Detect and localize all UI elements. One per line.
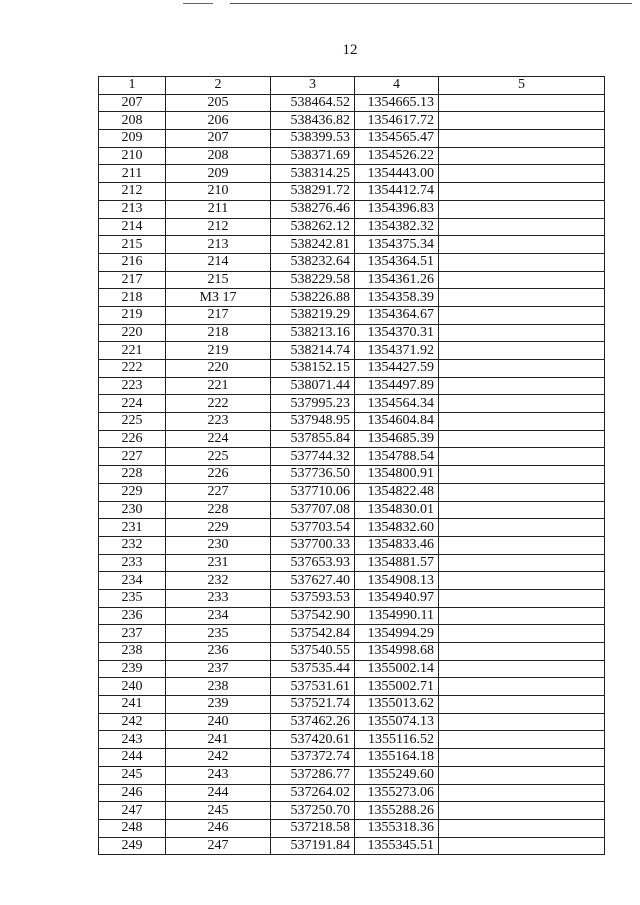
cell-coordinate-x: 537420.61 xyxy=(271,731,355,749)
cell-coordinate-y: 1355249.60 xyxy=(355,766,439,784)
table-row xyxy=(99,130,605,148)
cell-source-point: 245 xyxy=(166,802,271,820)
table-row xyxy=(99,572,605,590)
cell-source-point: 231 xyxy=(166,554,271,572)
cell-point-number: 213 xyxy=(99,200,166,218)
cell-coordinate-y: 1354361.26 xyxy=(355,271,439,289)
cell-source-point: 209 xyxy=(166,165,271,183)
cell-source-point: 227 xyxy=(166,483,271,501)
cell-source-point: 223 xyxy=(166,413,271,431)
cell-source-point: 236 xyxy=(166,643,271,661)
cell-point-number: 212 xyxy=(99,183,166,201)
cell-coordinate-y: 1354990.11 xyxy=(355,607,439,625)
cell-coordinate-x: 537264.02 xyxy=(271,784,355,802)
cell-point-number: 232 xyxy=(99,536,166,554)
cell-point-number: 236 xyxy=(99,607,166,625)
cell-coordinate-y: 1354526.22 xyxy=(355,147,439,165)
cell-point-number: 209 xyxy=(99,130,166,148)
cell-note xyxy=(439,589,605,607)
cell-point-number: 241 xyxy=(99,696,166,714)
page-number: 12 xyxy=(342,42,358,58)
cell-coordinate-x: 537593.53 xyxy=(271,589,355,607)
table-row xyxy=(99,766,605,784)
cell-source-point: 226 xyxy=(166,466,271,484)
table-row xyxy=(99,536,605,554)
cell-point-number: 229 xyxy=(99,483,166,501)
cell-coordinate-y: 1355013.62 xyxy=(355,696,439,714)
cell-coordinate-x: 538152.15 xyxy=(271,360,355,378)
cell-point-number: 218 xyxy=(99,289,166,307)
cell-point-number: 249 xyxy=(99,837,166,855)
cell-coordinate-x: 537736.50 xyxy=(271,466,355,484)
table-row xyxy=(99,165,605,183)
cell-source-point: 244 xyxy=(166,784,271,802)
cell-coordinate-x: 537286.77 xyxy=(271,766,355,784)
table-row xyxy=(99,324,605,342)
table-row xyxy=(99,837,605,855)
cell-note xyxy=(439,342,605,360)
cell-source-point: 211 xyxy=(166,200,271,218)
cell-note xyxy=(439,360,605,378)
cell-note xyxy=(439,519,605,537)
cell-coordinate-x: 537707.08 xyxy=(271,501,355,519)
table-row xyxy=(99,678,605,696)
cell-source-point: 243 xyxy=(166,766,271,784)
table-row xyxy=(99,430,605,448)
cell-coordinate-y: 1355164.18 xyxy=(355,749,439,767)
cell-coordinate-y: 1354396.83 xyxy=(355,200,439,218)
cell-point-number: 210 xyxy=(99,147,166,165)
column-header-2: 2 xyxy=(166,77,271,95)
cell-note xyxy=(439,678,605,696)
cell-note xyxy=(439,130,605,148)
cell-note xyxy=(439,572,605,590)
table-row xyxy=(99,819,605,837)
table-row xyxy=(99,625,605,643)
cell-source-point: 225 xyxy=(166,448,271,466)
cell-source-point: 247 xyxy=(166,837,271,855)
cell-source-point: 232 xyxy=(166,572,271,590)
table-row xyxy=(99,413,605,431)
cell-source-point: 240 xyxy=(166,713,271,731)
cell-point-number: 208 xyxy=(99,112,166,130)
cell-note xyxy=(439,324,605,342)
cell-coordinate-x: 538219.29 xyxy=(271,306,355,324)
table-row xyxy=(99,342,605,360)
cell-point-number: 233 xyxy=(99,554,166,572)
cell-coordinate-x: 538436.82 xyxy=(271,112,355,130)
cell-coordinate-y: 1354998.68 xyxy=(355,643,439,661)
cell-coordinate-y: 1355273.06 xyxy=(355,784,439,802)
cell-coordinate-x: 537703.54 xyxy=(271,519,355,537)
table-row xyxy=(99,94,605,112)
cell-point-number: 228 xyxy=(99,466,166,484)
cell-coordinate-x: 537627.40 xyxy=(271,572,355,590)
cell-source-point: 207 xyxy=(166,130,271,148)
cell-coordinate-x: 538262.12 xyxy=(271,218,355,236)
cell-coordinate-x: 538214.74 xyxy=(271,342,355,360)
top-rule-fragment xyxy=(183,3,213,4)
cell-point-number: 230 xyxy=(99,501,166,519)
cell-coordinate-y: 1354427.59 xyxy=(355,360,439,378)
cell-point-number: 219 xyxy=(99,306,166,324)
cell-source-point: 218 xyxy=(166,324,271,342)
cell-coordinate-x: 538071.44 xyxy=(271,377,355,395)
cell-note xyxy=(439,448,605,466)
cell-note xyxy=(439,483,605,501)
cell-note xyxy=(439,749,605,767)
cell-note xyxy=(439,731,605,749)
cell-note xyxy=(439,236,605,254)
cell-coordinate-x: 537218.58 xyxy=(271,819,355,837)
cell-point-number: 240 xyxy=(99,678,166,696)
cell-coordinate-y: 1354788.54 xyxy=(355,448,439,466)
cell-coordinate-y: 1354358.39 xyxy=(355,289,439,307)
cell-point-number: 216 xyxy=(99,253,166,271)
cell-coordinate-y: 1354617.72 xyxy=(355,112,439,130)
cell-point-number: 227 xyxy=(99,448,166,466)
cell-note xyxy=(439,802,605,820)
cell-note xyxy=(439,784,605,802)
cell-point-number: 247 xyxy=(99,802,166,820)
cell-coordinate-x: 537542.84 xyxy=(271,625,355,643)
cell-point-number: 235 xyxy=(99,589,166,607)
cell-point-number: 222 xyxy=(99,360,166,378)
cell-source-point: 214 xyxy=(166,253,271,271)
header-row xyxy=(99,77,605,95)
cell-point-number: 207 xyxy=(99,94,166,112)
cell-note xyxy=(439,306,605,324)
table-row xyxy=(99,660,605,678)
cell-coordinate-x: 537372.74 xyxy=(271,749,355,767)
cell-coordinate-x: 537462.26 xyxy=(271,713,355,731)
cell-source-point: 212 xyxy=(166,218,271,236)
cell-note xyxy=(439,660,605,678)
table-row xyxy=(99,643,605,661)
table-row xyxy=(99,483,605,501)
cell-source-point: 205 xyxy=(166,94,271,112)
top-rule xyxy=(230,3,632,4)
cell-note xyxy=(439,395,605,413)
cell-coordinate-x: 537995.23 xyxy=(271,395,355,413)
cell-coordinate-y: 1354908.13 xyxy=(355,572,439,590)
table-row xyxy=(99,607,605,625)
cell-source-point: 215 xyxy=(166,271,271,289)
cell-note xyxy=(439,165,605,183)
table-row xyxy=(99,253,605,271)
cell-note xyxy=(439,413,605,431)
cell-point-number: 224 xyxy=(99,395,166,413)
cell-point-number: 234 xyxy=(99,572,166,590)
table-row xyxy=(99,784,605,802)
cell-source-point: 219 xyxy=(166,342,271,360)
cell-coordinate-y: 1354375.34 xyxy=(355,236,439,254)
coordinates-table xyxy=(98,76,605,855)
table-row xyxy=(99,377,605,395)
cell-note xyxy=(439,94,605,112)
cell-note xyxy=(439,501,605,519)
cell-note xyxy=(439,147,605,165)
cell-source-point: 238 xyxy=(166,678,271,696)
cell-note xyxy=(439,183,605,201)
cell-coordinate-y: 1354364.67 xyxy=(355,306,439,324)
cell-source-point: 239 xyxy=(166,696,271,714)
cell-point-number: 223 xyxy=(99,377,166,395)
cell-source-point: 206 xyxy=(166,112,271,130)
cell-coordinate-x: 537250.70 xyxy=(271,802,355,820)
cell-point-number: 245 xyxy=(99,766,166,784)
cell-note xyxy=(439,466,605,484)
cell-coordinate-x: 537948.95 xyxy=(271,413,355,431)
cell-point-number: 226 xyxy=(99,430,166,448)
cell-source-point: МЗ 17 xyxy=(166,289,271,307)
cell-coordinate-y: 1354371.92 xyxy=(355,342,439,360)
cell-note xyxy=(439,289,605,307)
cell-coordinate-y: 1355074.13 xyxy=(355,713,439,731)
cell-coordinate-x: 537855.84 xyxy=(271,430,355,448)
column-header-5: 5 xyxy=(439,77,605,95)
cell-point-number: 221 xyxy=(99,342,166,360)
cell-coordinate-y: 1354604.84 xyxy=(355,413,439,431)
cell-point-number: 238 xyxy=(99,643,166,661)
cell-coordinate-y: 1354665.13 xyxy=(355,94,439,112)
table-body xyxy=(99,94,605,855)
cell-coordinate-x: 538371.69 xyxy=(271,147,355,165)
cell-coordinate-y: 1354370.31 xyxy=(355,324,439,342)
table-row xyxy=(99,466,605,484)
cell-source-point: 234 xyxy=(166,607,271,625)
cell-point-number: 217 xyxy=(99,271,166,289)
cell-source-point: 222 xyxy=(166,395,271,413)
cell-coordinate-x: 537521.74 xyxy=(271,696,355,714)
cell-coordinate-y: 1354382.32 xyxy=(355,218,439,236)
cell-coordinate-y: 1354881.57 xyxy=(355,554,439,572)
table-row xyxy=(99,554,605,572)
cell-coordinate-y: 1354565.47 xyxy=(355,130,439,148)
table-row xyxy=(99,802,605,820)
table-row xyxy=(99,183,605,201)
cell-source-point: 210 xyxy=(166,183,271,201)
cell-source-point: 242 xyxy=(166,749,271,767)
table-row xyxy=(99,713,605,731)
cell-note xyxy=(439,377,605,395)
cell-source-point: 246 xyxy=(166,819,271,837)
cell-coordinate-x: 538229.58 xyxy=(271,271,355,289)
cell-coordinate-y: 1355288.26 xyxy=(355,802,439,820)
cell-point-number: 239 xyxy=(99,660,166,678)
cell-coordinate-y: 1354940.97 xyxy=(355,589,439,607)
cell-source-point: 208 xyxy=(166,147,271,165)
cell-coordinate-y: 1355002.14 xyxy=(355,660,439,678)
cell-note xyxy=(439,253,605,271)
cell-coordinate-x: 537540.55 xyxy=(271,643,355,661)
cell-note xyxy=(439,607,605,625)
column-header-3: 3 xyxy=(271,77,355,95)
table-row xyxy=(99,696,605,714)
cell-note xyxy=(439,766,605,784)
cell-coordinate-x: 538226.88 xyxy=(271,289,355,307)
cell-coordinate-y: 1355116.52 xyxy=(355,731,439,749)
cell-coordinate-y: 1354833.46 xyxy=(355,536,439,554)
cell-coordinate-x: 537535.44 xyxy=(271,660,355,678)
cell-coordinate-x: 537710.06 xyxy=(271,483,355,501)
cell-source-point: 217 xyxy=(166,306,271,324)
cell-note xyxy=(439,218,605,236)
table-row xyxy=(99,271,605,289)
cell-coordinate-x: 538213.16 xyxy=(271,324,355,342)
cell-coordinate-x: 538291.72 xyxy=(271,183,355,201)
cell-coordinate-y: 1355002.71 xyxy=(355,678,439,696)
cell-coordinate-y: 1354822.48 xyxy=(355,483,439,501)
cell-note xyxy=(439,112,605,130)
cell-source-point: 221 xyxy=(166,377,271,395)
cell-coordinate-x: 537542.90 xyxy=(271,607,355,625)
cell-note xyxy=(439,643,605,661)
cell-coordinate-y: 1354443.00 xyxy=(355,165,439,183)
table-row xyxy=(99,147,605,165)
cell-point-number: 244 xyxy=(99,749,166,767)
cell-point-number: 242 xyxy=(99,713,166,731)
cell-point-number: 231 xyxy=(99,519,166,537)
cell-coordinate-y: 1354412.74 xyxy=(355,183,439,201)
cell-note xyxy=(439,696,605,714)
cell-coordinate-y: 1354364.51 xyxy=(355,253,439,271)
cell-note xyxy=(439,819,605,837)
table-row xyxy=(99,731,605,749)
table-row xyxy=(99,519,605,537)
cell-coordinate-x: 537531.61 xyxy=(271,678,355,696)
table-row xyxy=(99,749,605,767)
table-row xyxy=(99,448,605,466)
table-row xyxy=(99,395,605,413)
cell-point-number: 211 xyxy=(99,165,166,183)
cell-note xyxy=(439,837,605,855)
cell-note xyxy=(439,536,605,554)
cell-note xyxy=(439,554,605,572)
cell-coordinate-x: 537191.84 xyxy=(271,837,355,855)
cell-note xyxy=(439,271,605,289)
cell-point-number: 225 xyxy=(99,413,166,431)
cell-source-point: 241 xyxy=(166,731,271,749)
cell-coordinate-x: 537653.93 xyxy=(271,554,355,572)
table-row xyxy=(99,501,605,519)
table-row xyxy=(99,306,605,324)
cell-coordinate-x: 538242.81 xyxy=(271,236,355,254)
table-row xyxy=(99,218,605,236)
table-row xyxy=(99,200,605,218)
column-header-4: 4 xyxy=(355,77,439,95)
cell-coordinate-x: 538314.25 xyxy=(271,165,355,183)
table-row xyxy=(99,112,605,130)
cell-source-point: 228 xyxy=(166,501,271,519)
cell-point-number: 243 xyxy=(99,731,166,749)
cell-coordinate-y: 1354800.91 xyxy=(355,466,439,484)
cell-source-point: 235 xyxy=(166,625,271,643)
cell-coordinate-x: 538464.52 xyxy=(271,94,355,112)
table-row xyxy=(99,236,605,254)
cell-coordinate-x: 538232.64 xyxy=(271,253,355,271)
table-row xyxy=(99,589,605,607)
table-row xyxy=(99,360,605,378)
cell-point-number: 215 xyxy=(99,236,166,254)
cell-source-point: 213 xyxy=(166,236,271,254)
cell-coordinate-x: 537744.32 xyxy=(271,448,355,466)
cell-point-number: 237 xyxy=(99,625,166,643)
cell-coordinate-x: 538399.53 xyxy=(271,130,355,148)
table-row xyxy=(99,289,605,307)
cell-source-point: 237 xyxy=(166,660,271,678)
cell-coordinate-x: 538276.46 xyxy=(271,200,355,218)
cell-point-number: 214 xyxy=(99,218,166,236)
cell-note xyxy=(439,713,605,731)
cell-note xyxy=(439,200,605,218)
table-header xyxy=(99,77,605,95)
cell-coordinate-y: 1354994.29 xyxy=(355,625,439,643)
cell-point-number: 248 xyxy=(99,819,166,837)
cell-source-point: 220 xyxy=(166,360,271,378)
cell-coordinate-y: 1354564.34 xyxy=(355,395,439,413)
cell-coordinate-y: 1355318.36 xyxy=(355,819,439,837)
cell-coordinate-y: 1354497.89 xyxy=(355,377,439,395)
cell-note xyxy=(439,625,605,643)
cell-source-point: 229 xyxy=(166,519,271,537)
cell-point-number: 246 xyxy=(99,784,166,802)
cell-coordinate-y: 1354832.60 xyxy=(355,519,439,537)
cell-point-number: 220 xyxy=(99,324,166,342)
cell-source-point: 224 xyxy=(166,430,271,448)
column-header-1: 1 xyxy=(99,77,166,95)
cell-coordinate-y: 1355345.51 xyxy=(355,837,439,855)
cell-source-point: 230 xyxy=(166,536,271,554)
cell-source-point: 233 xyxy=(166,589,271,607)
cell-coordinate-y: 1354830.01 xyxy=(355,501,439,519)
cell-coordinate-y: 1354685.39 xyxy=(355,430,439,448)
cell-note xyxy=(439,430,605,448)
cell-coordinate-x: 537700.33 xyxy=(271,536,355,554)
